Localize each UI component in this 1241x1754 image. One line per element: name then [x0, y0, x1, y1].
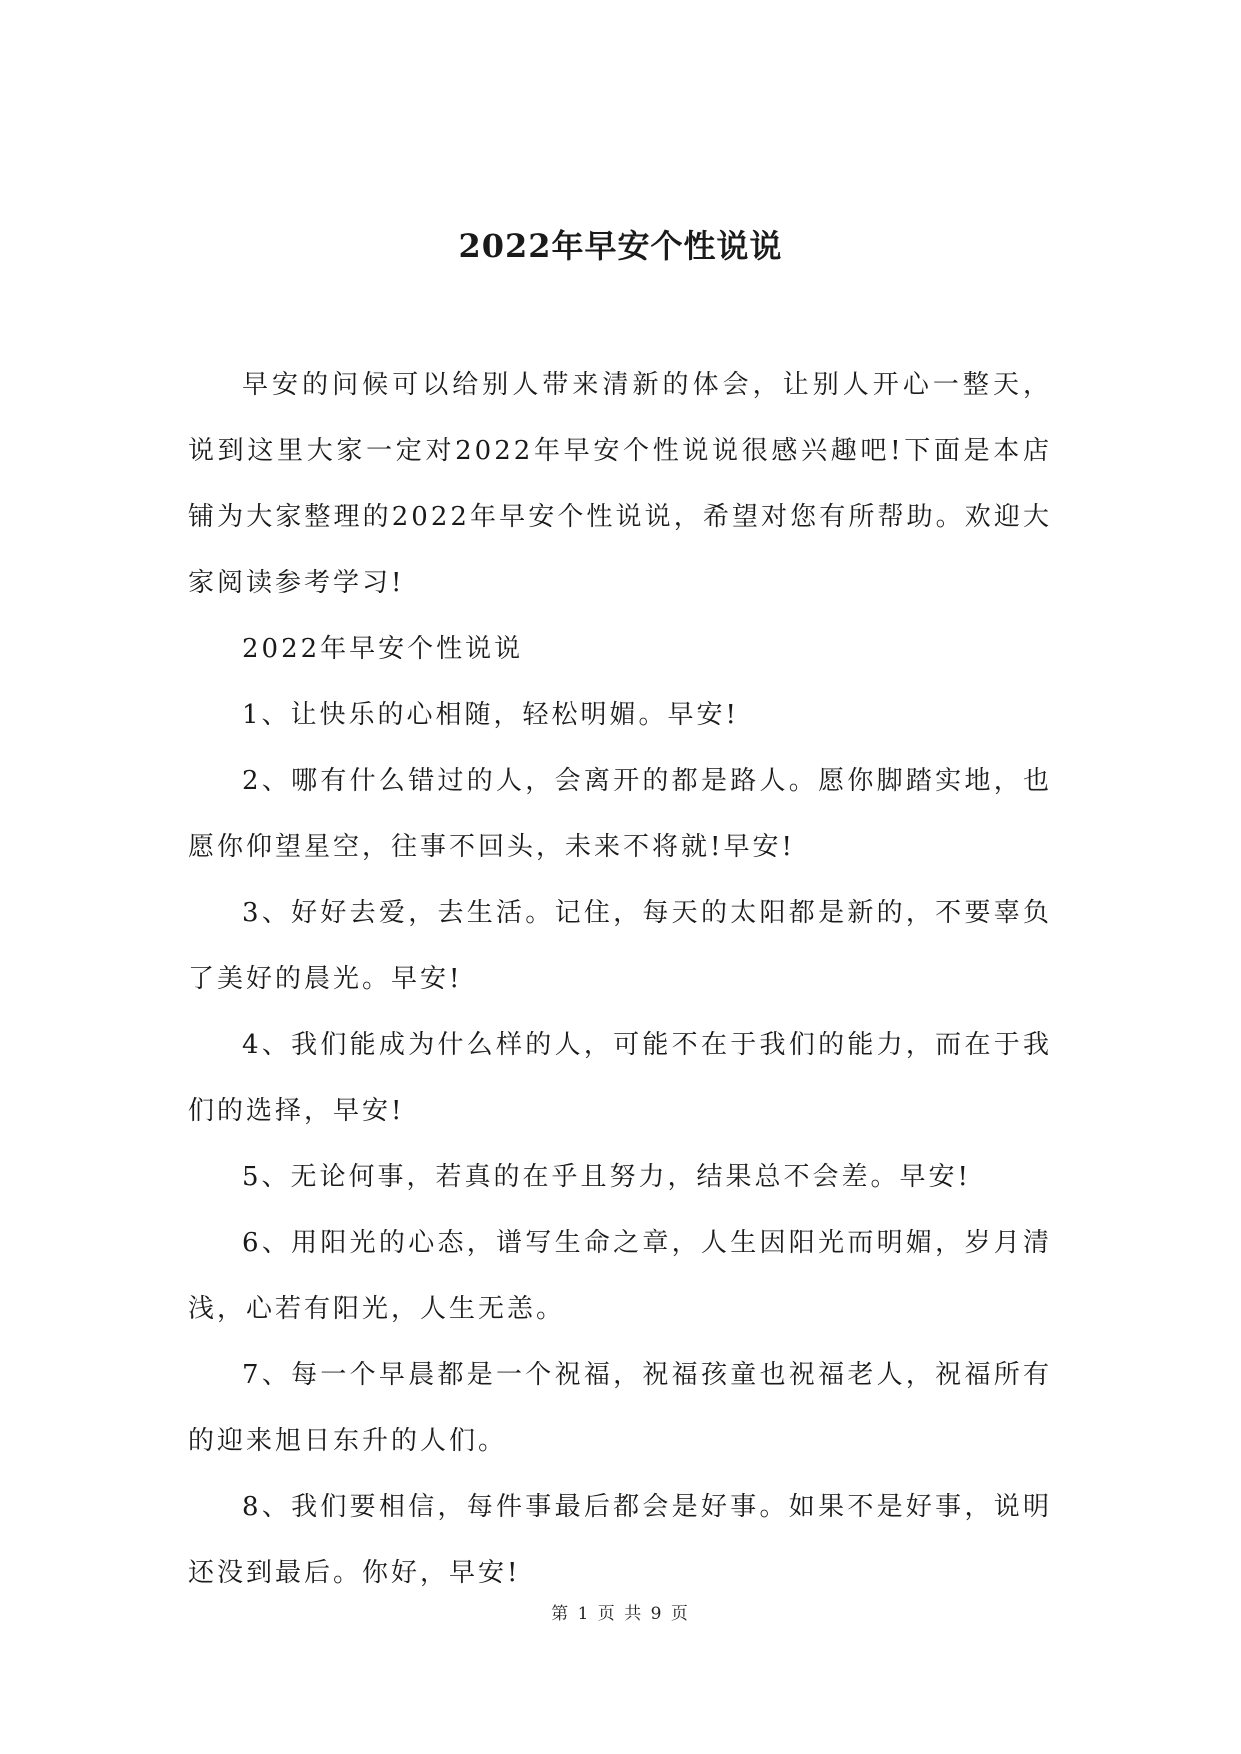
list-item: 5、无论何事，若真的在乎且努力，结果总不会差。早安!	[242, 1162, 971, 1192]
list-item: 4、我们能成为什么样的人，可能不在于我们的能力，而在于我们的选择，早安!	[188, 1030, 1052, 1126]
list-item: 2、哪有什么错过的人，会离开的都是路人。愿你脚踏实地，也愿你仰望星空，往事不回头，未来不将就!早安!	[188, 766, 1052, 862]
intro-paragraph: 早安的问候可以给别人带来清新的体会，让别人开心一整天，说到这里大家一定对2022年早安个性说说很感兴趣吧!下面是本店铺为大家整理的2022年早安个性说说，希望对您有所帮助。欢迎大家阅读参考学习!	[188, 370, 1052, 598]
list-item: 7、每一个早晨都是一个祝福，祝福孩童也祝福老人，祝福所有的迎来旭日东升的人们。	[188, 1360, 1052, 1456]
section-heading: 2022年早安个性说说	[242, 634, 524, 664]
list-item: 3、好好去爱，去生活。记住，每天的太阳都是新的，不要辜负了美好的晨光。早安!	[188, 898, 1052, 994]
document-title: 2022年早安个性说说	[458, 227, 783, 265]
list-item: 1、让快乐的心相随，轻松明媚。早安!	[242, 700, 739, 730]
document-body	[188, 352, 1052, 1606]
list-item: 6、用阳光的心态，谱写生命之章，人生因阳光而明媚，岁月清浅，心若有阳光，人生无恙。	[188, 1228, 1052, 1324]
list-item: 8、我们要相信，每件事最后都会是好事。如果不是好事，说明还没到最后。你好，早安!	[188, 1492, 1052, 1588]
page-footer: 第 1 页 共 9 页	[551, 1604, 690, 1624]
